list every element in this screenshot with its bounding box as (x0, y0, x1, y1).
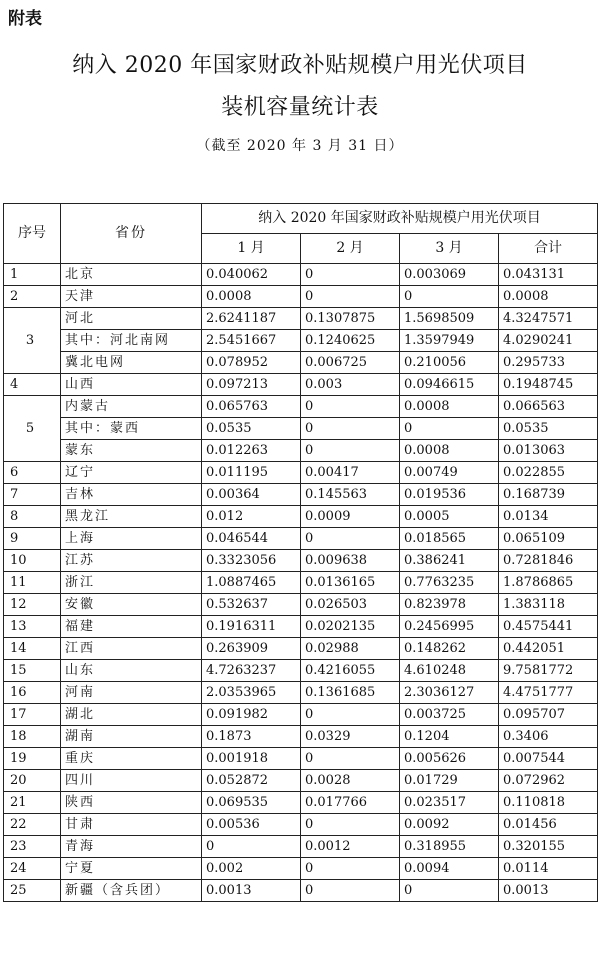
row-province: 江西 (61, 638, 202, 660)
row-total: 0.022855 (499, 462, 598, 484)
row-month-3: 0 (400, 418, 499, 440)
row-month-2: 0 (301, 858, 400, 880)
row-total: 0.0114 (499, 858, 598, 880)
row-month-1: 0.040062 (202, 264, 301, 286)
row-index: 18 (4, 726, 61, 748)
row-total: 4.0290241 (499, 330, 598, 352)
row-month-1: 2.5451667 (202, 330, 301, 352)
row-month-1: 2.0353965 (202, 682, 301, 704)
table-row (4, 660, 598, 682)
table-row (4, 726, 598, 748)
table-row (4, 792, 598, 814)
row-index: 1 (4, 264, 61, 286)
row-month-1: 0.1873 (202, 726, 301, 748)
row-index: 4 (4, 374, 61, 396)
row-month-3: 0.2456995 (400, 616, 499, 638)
header-month-3: 3 月 (400, 234, 499, 264)
row-index: 6 (4, 462, 61, 484)
row-month-2: 0.4216055 (301, 660, 400, 682)
row-total: 0.320155 (499, 836, 598, 858)
row-total: 1.8786865 (499, 572, 598, 594)
header-index: 序号 (4, 204, 61, 264)
row-month-1: 0.012 (202, 506, 301, 528)
row-province: 江苏 (61, 550, 202, 572)
row-month-1: 0.1916311 (202, 616, 301, 638)
row-month-3: 4.610248 (400, 660, 499, 682)
table-row (4, 440, 598, 462)
row-month-3: 0.003069 (400, 264, 499, 286)
row-month-1: 0.052872 (202, 770, 301, 792)
row-month-1: 0.532637 (202, 594, 301, 616)
row-month-2: 0 (301, 264, 400, 286)
row-total: 4.4751777 (499, 682, 598, 704)
table-body (4, 264, 598, 902)
row-month-3: 0.0094 (400, 858, 499, 880)
row-index: 21 (4, 792, 61, 814)
table-row (4, 484, 598, 506)
table-row (4, 572, 598, 594)
row-province: 四川 (61, 770, 202, 792)
row-province: 上海 (61, 528, 202, 550)
row-province: 福建 (61, 616, 202, 638)
row-month-1: 0.001918 (202, 748, 301, 770)
row-total: 0.3406 (499, 726, 598, 748)
row-province: 安徽 (61, 594, 202, 616)
row-index: 7 (4, 484, 61, 506)
row-province: 天津 (61, 286, 202, 308)
row-province: 新疆（含兵团） (61, 880, 202, 902)
row-month-2: 0.1240625 (301, 330, 400, 352)
row-total: 0.095707 (499, 704, 598, 726)
row-province: 其中：河北南网 (61, 330, 202, 352)
row-month-1: 0.00364 (202, 484, 301, 506)
row-month-1: 0.078952 (202, 352, 301, 374)
table-row (4, 616, 598, 638)
table-row (4, 836, 598, 858)
header-month-1: 1 月 (202, 234, 301, 264)
row-month-1: 0.3323056 (202, 550, 301, 572)
table-row (4, 770, 598, 792)
capacity-table (3, 203, 598, 902)
row-index: 17 (4, 704, 61, 726)
row-month-1: 0.0008 (202, 286, 301, 308)
row-month-2: 0 (301, 528, 400, 550)
row-month-1: 0.263909 (202, 638, 301, 660)
row-month-2: 0.02988 (301, 638, 400, 660)
table-row (4, 286, 598, 308)
table-row (4, 374, 598, 396)
row-province: 宁夏 (61, 858, 202, 880)
table-row (4, 814, 598, 836)
row-month-3: 0.210056 (400, 352, 499, 374)
document-title-line1: 纳入 2020 年国家财政补贴规模户用光伏项目 (72, 53, 528, 78)
row-month-2: 0 (301, 286, 400, 308)
row-month-1: 0.097213 (202, 374, 301, 396)
row-month-2: 0 (301, 418, 400, 440)
row-month-2: 0 (301, 748, 400, 770)
row-month-1: 1.0887465 (202, 572, 301, 594)
row-total: 0.0008 (499, 286, 598, 308)
table-row (4, 528, 598, 550)
row-total: 0.065109 (499, 528, 598, 550)
row-province: 其中：蒙西 (61, 418, 202, 440)
row-index: 22 (4, 814, 61, 836)
row-month-2: 0.0012 (301, 836, 400, 858)
row-total: 0.01456 (499, 814, 598, 836)
row-month-2: 0.0028 (301, 770, 400, 792)
row-month-1: 0.012263 (202, 440, 301, 462)
row-month-2: 0 (301, 396, 400, 418)
row-province: 北京 (61, 264, 202, 286)
row-month-1: 0.002 (202, 858, 301, 880)
table-row (4, 550, 598, 572)
row-month-1: 0.0535 (202, 418, 301, 440)
row-province: 青海 (61, 836, 202, 858)
row-month-1: 0.0013 (202, 880, 301, 902)
row-month-2: 0 (301, 880, 400, 902)
row-index: 9 (4, 528, 61, 550)
table-row (4, 330, 598, 352)
table-row (4, 880, 598, 902)
row-month-3: 0.318955 (400, 836, 499, 858)
table-row (4, 264, 598, 286)
table-row (4, 396, 598, 418)
table-row (4, 462, 598, 484)
row-total: 0.442051 (499, 638, 598, 660)
row-month-3: 0.018565 (400, 528, 499, 550)
header-total: 合计 (499, 234, 598, 264)
row-index: 23 (4, 836, 61, 858)
row-month-1: 0.011195 (202, 462, 301, 484)
row-month-3: 0.148262 (400, 638, 499, 660)
table-row (4, 704, 598, 726)
row-month-2: 0.1307875 (301, 308, 400, 330)
row-month-1: 2.6241187 (202, 308, 301, 330)
row-index: 12 (4, 594, 61, 616)
row-total: 0.0535 (499, 418, 598, 440)
row-index: 20 (4, 770, 61, 792)
row-province: 吉林 (61, 484, 202, 506)
row-month-2: 0 (301, 440, 400, 462)
row-total: 0.066563 (499, 396, 598, 418)
table-row (4, 418, 598, 440)
row-index: 25 (4, 880, 61, 902)
row-month-3: 0.00749 (400, 462, 499, 484)
row-index: 19 (4, 748, 61, 770)
row-month-3: 0.1204 (400, 726, 499, 748)
row-month-3: 1.3597949 (400, 330, 499, 352)
row-month-3: 0 (400, 880, 499, 902)
row-province: 湖南 (61, 726, 202, 748)
row-province: 冀北电网 (61, 352, 202, 374)
row-month-3: 0.7763235 (400, 572, 499, 594)
row-month-3: 0.0008 (400, 396, 499, 418)
row-month-2: 0.026503 (301, 594, 400, 616)
row-month-1: 0.00536 (202, 814, 301, 836)
row-month-3: 0.0946615 (400, 374, 499, 396)
row-month-3: 0.003725 (400, 704, 499, 726)
row-total: 0.168739 (499, 484, 598, 506)
row-index: 14 (4, 638, 61, 660)
row-month-3: 0.023517 (400, 792, 499, 814)
row-total: 0.007544 (499, 748, 598, 770)
row-province: 河南 (61, 682, 202, 704)
row-province: 重庆 (61, 748, 202, 770)
row-total: 0.013063 (499, 440, 598, 462)
row-total: 0.110818 (499, 792, 598, 814)
attachment-label: 附表 (8, 9, 42, 29)
row-total: 1.383118 (499, 594, 598, 616)
row-month-2: 0.0009 (301, 506, 400, 528)
row-province: 河北 (61, 308, 202, 330)
row-index: 24 (4, 858, 61, 880)
row-province: 山东 (61, 660, 202, 682)
row-month-2: 0 (301, 704, 400, 726)
row-month-3: 0 (400, 286, 499, 308)
row-month-1: 4.7263237 (202, 660, 301, 682)
row-total: 0.4575441 (499, 616, 598, 638)
row-total: 0.1948745 (499, 374, 598, 396)
row-total: 0.072962 (499, 770, 598, 792)
row-month-2: 0.0202135 (301, 616, 400, 638)
row-month-2: 0.017766 (301, 792, 400, 814)
row-index: 2 (4, 286, 61, 308)
row-index: 13 (4, 616, 61, 638)
row-total: 0.295733 (499, 352, 598, 374)
row-month-3: 1.5698509 (400, 308, 499, 330)
table-row (4, 682, 598, 704)
row-province: 浙江 (61, 572, 202, 594)
table-row (4, 638, 598, 660)
row-index: 5 (4, 396, 61, 462)
row-total: 0.043131 (499, 264, 598, 286)
row-month-3: 0.01729 (400, 770, 499, 792)
row-index: 16 (4, 682, 61, 704)
row-total: 0.0013 (499, 880, 598, 902)
table-row (4, 352, 598, 374)
table-row (4, 858, 598, 880)
header-province: 省份 (61, 204, 202, 264)
row-month-3: 0.005626 (400, 748, 499, 770)
table-row (4, 748, 598, 770)
row-month-2: 0.145563 (301, 484, 400, 506)
row-province: 甘肃 (61, 814, 202, 836)
row-month-2: 0.006725 (301, 352, 400, 374)
row-month-3: 0.0008 (400, 440, 499, 462)
row-total: 0.7281846 (499, 550, 598, 572)
document-title-line2: 装机容量统计表 (221, 95, 379, 120)
row-month-1: 0.069535 (202, 792, 301, 814)
table-row (4, 308, 598, 330)
row-month-1: 0.046544 (202, 528, 301, 550)
table-row (4, 506, 598, 528)
row-month-2: 0 (301, 814, 400, 836)
row-month-2: 0.003 (301, 374, 400, 396)
row-province: 湖北 (61, 704, 202, 726)
row-month-2: 0.1361685 (301, 682, 400, 704)
header-month-2: 2 月 (301, 234, 400, 264)
document-subtitle: （截至 2020 年 3 月 31 日） (196, 138, 404, 154)
row-month-1: 0.065763 (202, 396, 301, 418)
row-month-1: 0.091982 (202, 704, 301, 726)
row-month-3: 0.386241 (400, 550, 499, 572)
row-month-3: 2.3036127 (400, 682, 499, 704)
row-province: 蒙东 (61, 440, 202, 462)
row-month-2: 0.0136165 (301, 572, 400, 594)
row-index: 8 (4, 506, 61, 528)
row-index: 15 (4, 660, 61, 682)
row-province: 山西 (61, 374, 202, 396)
row-total: 0.0134 (499, 506, 598, 528)
row-province: 辽宁 (61, 462, 202, 484)
row-total: 4.3247571 (499, 308, 598, 330)
row-province: 黑龙江 (61, 506, 202, 528)
header-group: 纳入 2020 年国家财政补贴规模户用光伏项目 (202, 204, 598, 234)
row-month-2: 0.009638 (301, 550, 400, 572)
row-month-2: 0.0329 (301, 726, 400, 748)
row-index: 10 (4, 550, 61, 572)
row-index: 11 (4, 572, 61, 594)
table-row (4, 594, 598, 616)
row-total: 9.7581772 (499, 660, 598, 682)
row-month-3: 0.0092 (400, 814, 499, 836)
row-month-3: 0.019536 (400, 484, 499, 506)
row-index: 3 (4, 308, 61, 374)
row-province: 内蒙古 (61, 396, 202, 418)
row-month-1: 0 (202, 836, 301, 858)
row-month-3: 0.823978 (400, 594, 499, 616)
row-month-2: 0.00417 (301, 462, 400, 484)
row-month-3: 0.0005 (400, 506, 499, 528)
row-province: 陕西 (61, 792, 202, 814)
